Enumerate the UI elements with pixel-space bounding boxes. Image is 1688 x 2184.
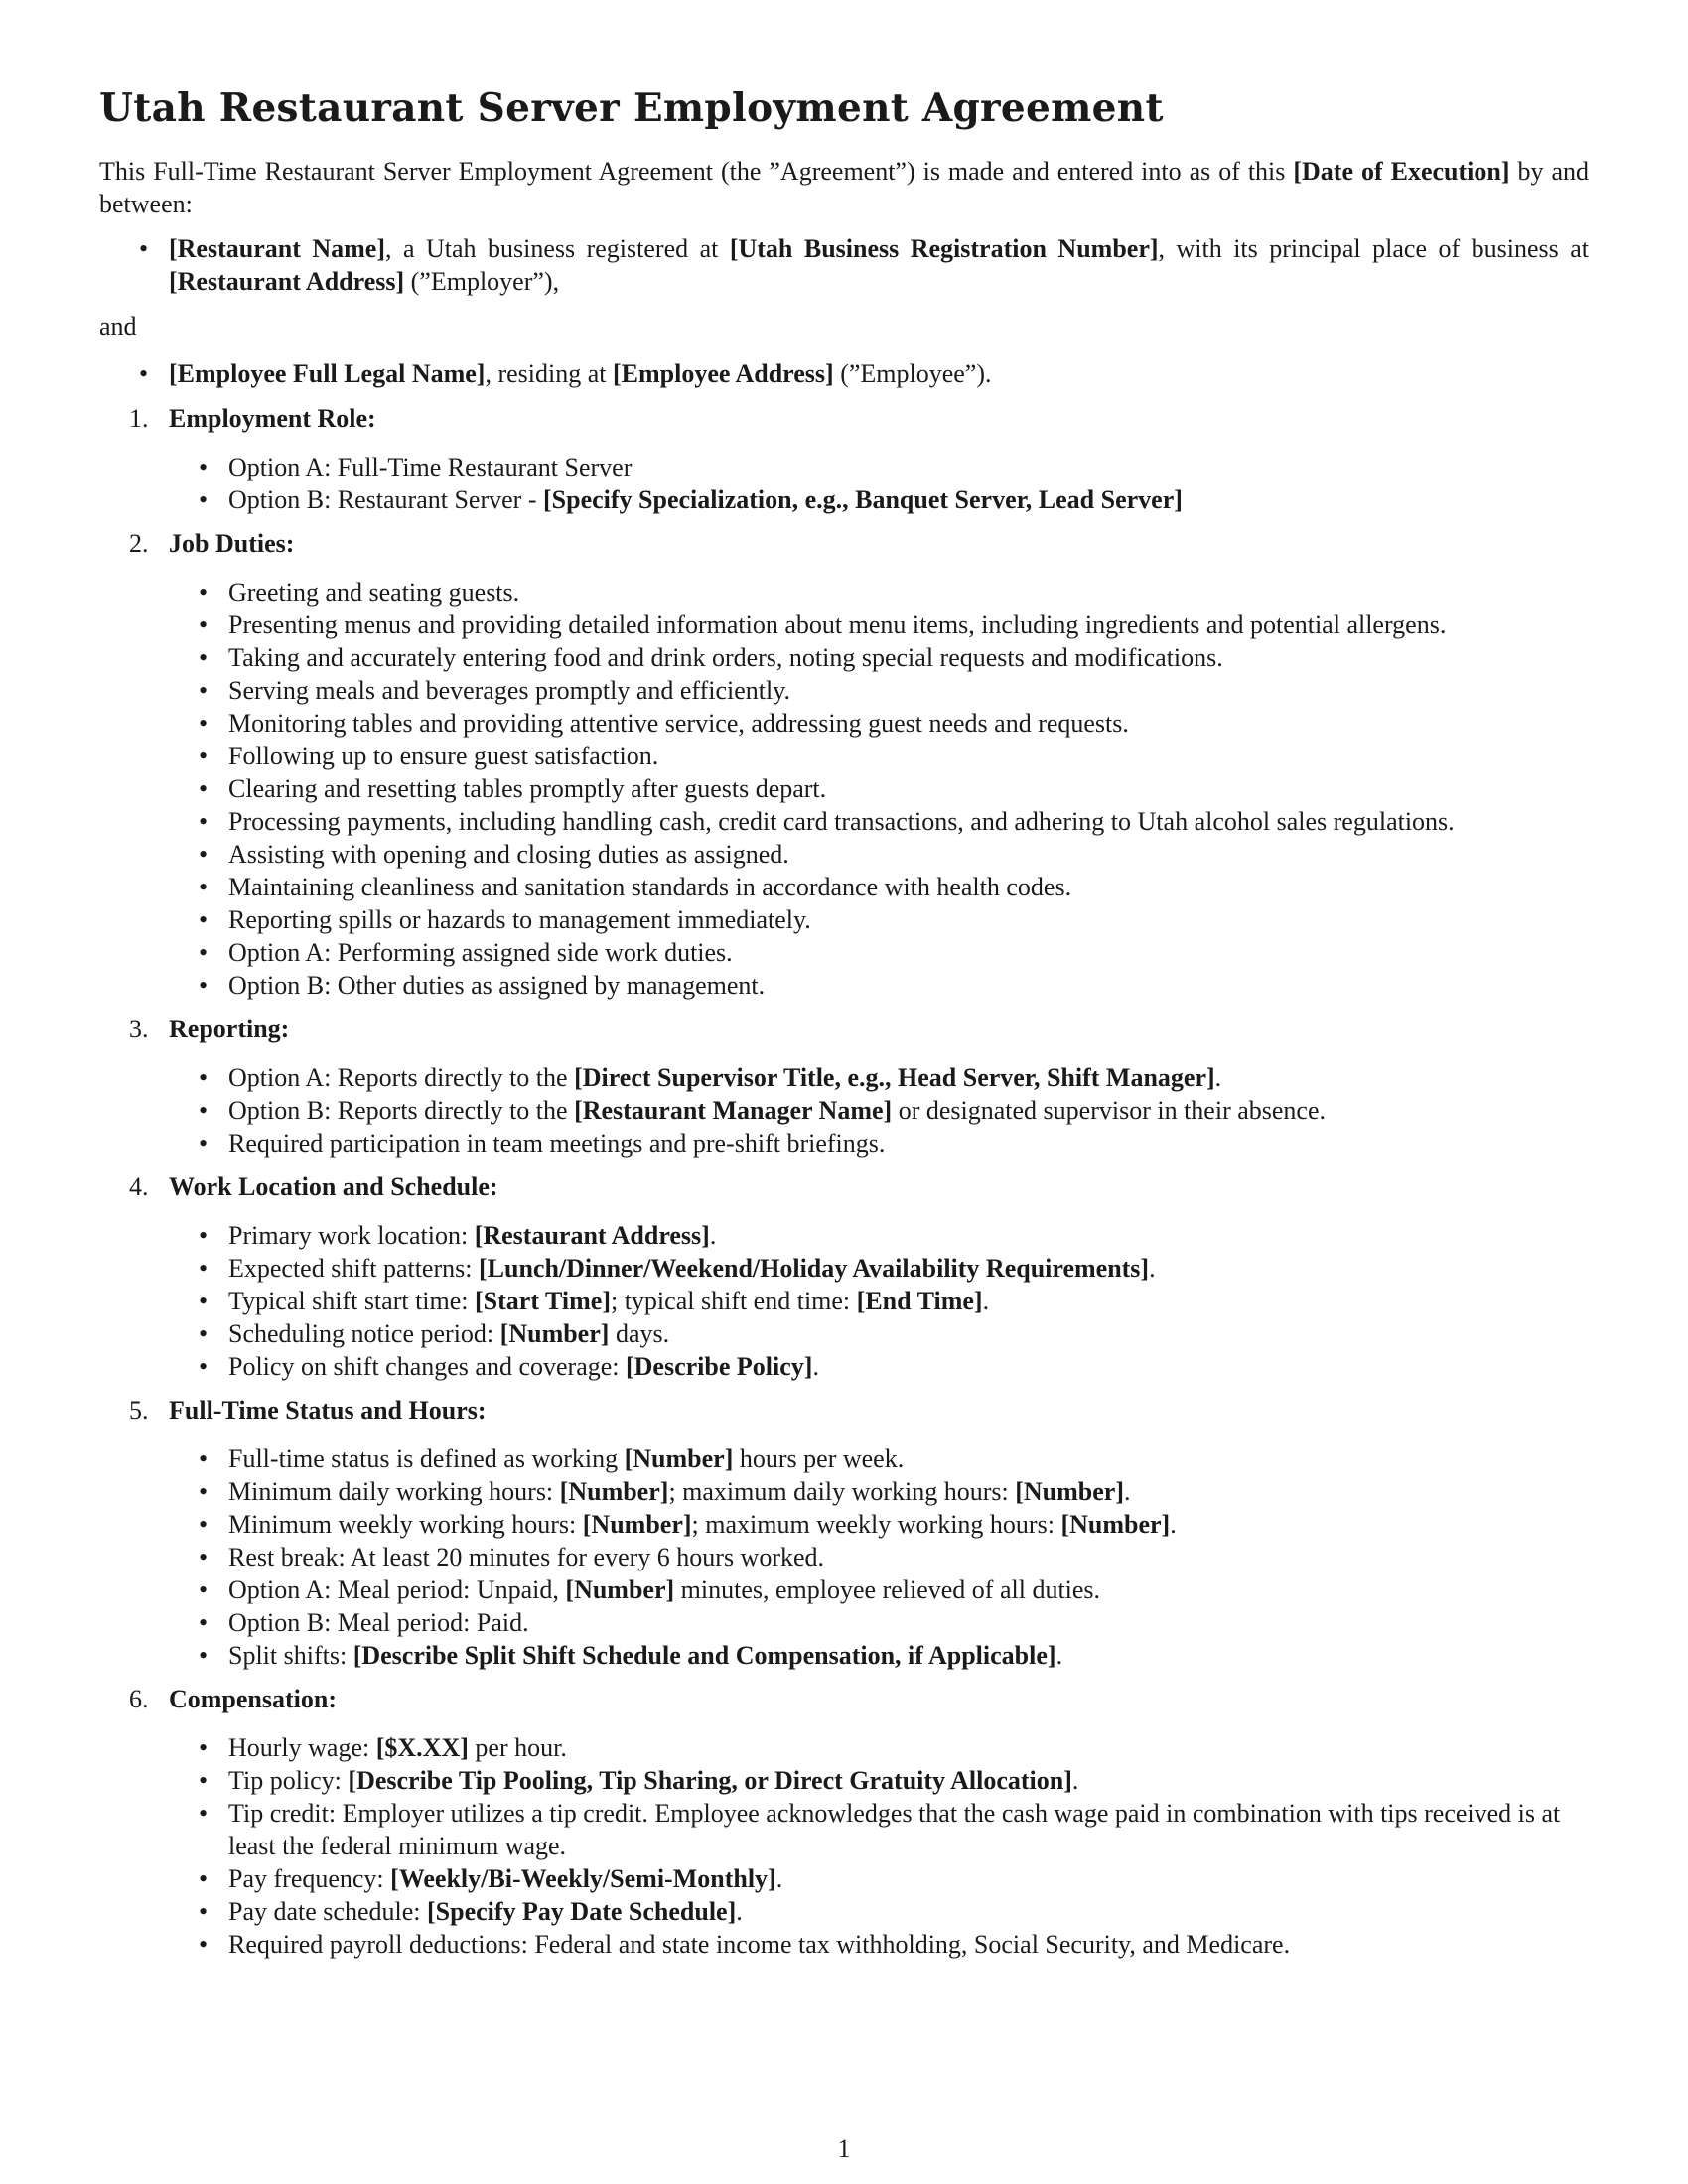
bullet-text: Serving meals and beverages promptly and efficiently. — [228, 676, 791, 705]
bullet-item — [228, 1285, 1589, 1317]
bullet-text: Typical shift start time: — [228, 1287, 476, 1315]
section-bullet-list — [169, 1061, 1589, 1160]
party-employer-text-1: , a Utah business registered at — [384, 234, 730, 263]
bullet-item — [228, 1928, 1589, 1961]
party-employer — [169, 232, 1589, 298]
bullet-item — [228, 871, 1589, 903]
bullet-text: Primary work location: — [228, 1221, 475, 1250]
bullet-text: Taking and accurately entering food and drink orders, noting special requests and modifications. — [228, 643, 1223, 672]
section-number: 6. — [129, 1685, 149, 1713]
placeholder-field: [Start Time] — [475, 1287, 611, 1315]
bullet-text: Pay frequency: — [228, 1864, 391, 1893]
sections-list — [99, 402, 1589, 1961]
party-list-employee — [99, 357, 1589, 390]
party-list-employer — [99, 232, 1589, 298]
bullet-text: ; maximum weekly working hours: — [691, 1510, 1061, 1539]
section-title: Work Location and Schedule: — [169, 1172, 498, 1201]
bullet-text: days. — [609, 1319, 670, 1348]
placeholder-field: [Lunch/Dinner/Weekend/Holiday Availability Requirements] — [478, 1254, 1150, 1283]
bullet-item — [228, 903, 1589, 936]
placeholder-field: [End Time] — [856, 1287, 983, 1315]
section-number: 3. — [129, 1015, 149, 1043]
bullet-text: . — [709, 1221, 717, 1250]
party-employee-text-1: , residing at — [485, 359, 613, 388]
section-3 — [99, 1013, 1589, 1160]
employee-address-placeholder: [Employee Address] — [612, 359, 834, 388]
party-employer-text-2: , with its principal place of business at — [1158, 234, 1589, 263]
bullet-item — [228, 609, 1589, 641]
bullet-text: Pay date schedule: — [228, 1897, 427, 1926]
bullet-text: Option A: Performing assigned side work duties. — [228, 938, 733, 967]
bullet-text: Maintaining cleanliness and sanitation standards in accordance with health codes. — [228, 873, 1072, 901]
page-number: 1 — [837, 2134, 851, 2163]
bullet-text: ; typical shift end time: — [610, 1287, 857, 1315]
bullet-text: Assisting with opening and closing duties as assigned. — [228, 840, 789, 869]
bullet-text: Rest break: At least 20 minutes for every 6 hours worked. — [228, 1543, 825, 1571]
placeholder-field: [Number] — [559, 1477, 669, 1506]
bullet-item — [228, 1475, 1589, 1508]
bullet-item — [228, 1731, 1589, 1764]
bullet-item — [228, 1350, 1589, 1383]
document-page — [99, 85, 1589, 1972]
bullet-text: Reporting spills or hazards to management immediately. — [228, 905, 811, 934]
placeholder-field: [Weekly/Bi-Weekly/Semi-Monthly] — [390, 1864, 776, 1893]
party-employee — [169, 357, 1589, 390]
section-bullet-list — [169, 451, 1589, 516]
intro-paragraph — [99, 155, 1589, 220]
placeholder-field: [Number] — [1060, 1510, 1171, 1539]
bullet-text: Expected shift patterns: — [228, 1254, 479, 1283]
bullet-text: Greeting and seating guests. — [228, 578, 520, 607]
section-2 — [99, 527, 1589, 1002]
section-title: Employment Role: — [169, 404, 376, 433]
bullet-item — [228, 674, 1589, 707]
intro-text-end: by and between: — [99, 157, 1589, 218]
placeholder-field: [Number] — [582, 1510, 692, 1539]
restaurant-address-placeholder: [Restaurant Address] — [169, 267, 405, 296]
bullet-text: hours per week. — [733, 1444, 905, 1473]
section-bullet-list — [169, 1442, 1589, 1672]
bullet-text: Option B: Other duties as assigned by management. — [228, 971, 766, 1000]
section-title: Full-Time Status and Hours: — [169, 1396, 487, 1425]
placeholder-field: [Direct Supervisor Title, e.g., Head Server, Shift Manager] — [574, 1063, 1215, 1092]
bullet-item — [228, 936, 1589, 969]
bullet-text: Full-time status is defined as working — [228, 1444, 625, 1473]
placeholder-field: [Describe Tip Pooling, Tip Sharing, or Direct Gratuity Allocation] — [348, 1766, 1072, 1795]
bullet-text: Following up to ensure guest satisfaction. — [228, 742, 659, 770]
bullet-text: . — [1149, 1254, 1156, 1283]
date-of-execution-placeholder: [Date of Execution] — [1293, 157, 1510, 186]
bullet-item — [228, 1639, 1589, 1672]
section-bullet-list — [169, 1731, 1589, 1961]
bullet-text: Option B: Reports directly to the — [228, 1096, 575, 1125]
bullet-text: Monitoring tables and providing attentive service, addressing guest needs and requests. — [228, 709, 1129, 738]
bullet-item — [228, 1862, 1589, 1895]
bullet-item — [228, 805, 1589, 838]
intro-text: This Full-Time Restaurant Server Employment Agreement (the ”Agreement”) is made and entered into as of this — [99, 157, 1294, 186]
bullet-text: Minimum weekly working hours: — [228, 1510, 583, 1539]
bullet-item — [228, 641, 1589, 674]
bullet-item — [228, 707, 1589, 740]
bullet-text: Required participation in team meetings and pre-shift briefings. — [228, 1129, 886, 1158]
bullet-item — [228, 1317, 1589, 1350]
bullet-text: . — [1214, 1063, 1222, 1092]
bullet-text: per hour. — [468, 1733, 567, 1762]
party-employee-text-2: (”Employee”). — [833, 359, 992, 388]
bullet-item — [228, 1442, 1589, 1475]
bullet-text: Split shifts: — [228, 1641, 353, 1670]
section-bullet-list — [169, 576, 1589, 1002]
section-number: 4. — [129, 1172, 149, 1201]
bullet-item — [228, 772, 1589, 805]
bullet-item — [228, 1094, 1589, 1127]
bullet-text: Clearing and resetting tables promptly after guests depart. — [228, 774, 827, 803]
bullet-text: . — [982, 1287, 990, 1315]
placeholder-field: [Number] — [1015, 1477, 1125, 1506]
bullet-text: or designated supervisor in their absence. — [892, 1096, 1327, 1125]
bullet-text: Presenting menus and providing detailed information about menu items, including ingredients and potential allergens. — [228, 611, 1447, 639]
placeholder-field: [Number] — [565, 1575, 675, 1604]
bullet-text: Tip policy: — [228, 1766, 349, 1795]
bullet-text: Option A: Full-Time Restaurant Server — [228, 453, 633, 481]
placeholder-field: [Number] — [499, 1319, 610, 1348]
section-bullet-list — [169, 1219, 1589, 1383]
bullet-text: Processing payments, including handling cash, credit card transactions, and adhering to Utah alcohol sales regulations. — [228, 807, 1455, 836]
bullet-item — [228, 838, 1589, 871]
bullet-item — [228, 451, 1589, 483]
registration-number-placeholder: [Utah Business Registration Number] — [729, 234, 1159, 263]
bullet-item — [228, 1127, 1589, 1160]
bullet-item — [228, 1061, 1589, 1094]
placeholder-field: [Specify Pay Date Schedule] — [427, 1897, 737, 1926]
placeholder-field: [Describe Policy] — [626, 1352, 813, 1381]
bullet-text: Option A: Meal period: Unpaid, — [228, 1575, 566, 1604]
bullet-text: . — [1055, 1641, 1063, 1670]
bullet-text: . — [736, 1897, 743, 1926]
section-number: 1. — [129, 404, 149, 433]
bullet-item — [228, 1573, 1589, 1606]
section-title: Job Duties: — [169, 529, 295, 558]
bullet-item — [228, 1252, 1589, 1285]
placeholder-field: [Describe Split Shift Schedule and Compensation, if Applicable] — [352, 1641, 1056, 1670]
placeholder-field: [Specify Specialization, e.g., Banquet Server, Lead Server] — [543, 485, 1183, 514]
bullet-text: Scheduling notice period: — [228, 1319, 500, 1348]
bullet-text: Option A: Reports directly to the — [228, 1063, 575, 1092]
bullet-text: Option B: Meal period: Paid. — [228, 1608, 529, 1637]
bullet-item — [228, 1541, 1589, 1573]
bullet-item — [228, 576, 1589, 609]
bullet-item — [228, 483, 1589, 516]
party-employer-text-3: (”Employer”), — [404, 267, 560, 296]
employee-name-placeholder: [Employee Full Legal Name] — [169, 359, 486, 388]
section-number: 2. — [129, 529, 149, 558]
placeholder-field: [Restaurant Manager Name] — [574, 1096, 893, 1125]
placeholder-field: [Number] — [624, 1444, 734, 1473]
bullet-text: Option B: Restaurant Server - — [228, 485, 543, 514]
section-6 — [99, 1683, 1589, 1961]
section-5 — [99, 1394, 1589, 1672]
and-connector: and — [99, 312, 137, 341]
bullet-item — [228, 1606, 1589, 1639]
bullet-text: . — [1124, 1477, 1131, 1506]
section-number: 5. — [129, 1396, 149, 1425]
bullet-text: Minimum daily working hours: — [228, 1477, 560, 1506]
bullet-item — [228, 1895, 1589, 1928]
section-title: Reporting: — [169, 1015, 290, 1043]
bullet-text: Required payroll deductions: Federal and state income tax withholding, Social Security, and Medicare. — [228, 1930, 1291, 1959]
placeholder-field: [$X.XX] — [375, 1733, 469, 1762]
bullet-text: . — [775, 1864, 783, 1893]
bullet-text: minutes, employee relieved of all duties. — [674, 1575, 1101, 1604]
bullet-text: ; maximum daily working hours: — [668, 1477, 1016, 1506]
bullet-item — [228, 1508, 1589, 1541]
bullet-text: Hourly wage: — [228, 1733, 376, 1762]
bullet-text: Policy on shift changes and coverage: — [228, 1352, 626, 1381]
section-1 — [99, 402, 1589, 516]
document-title: Utah Restaurant Server Employment Agreement — [99, 85, 1164, 131]
bullet-text: . — [1170, 1510, 1177, 1539]
bullet-item — [228, 1764, 1589, 1797]
bullet-text: Tip credit: Employer utilizes a tip credit. Employee acknowledges that the cash wage paid in combination with tips received is at least the federal minimum wage. — [228, 1799, 1561, 1860]
bullet-item — [228, 1219, 1589, 1252]
restaurant-name-placeholder: [Restaurant Name] — [169, 234, 385, 263]
bullet-item — [228, 740, 1589, 772]
bullet-item — [228, 1797, 1589, 1862]
placeholder-field: [Restaurant Address] — [474, 1221, 710, 1250]
bullet-text: . — [1071, 1766, 1079, 1795]
bullet-text: . — [812, 1352, 819, 1381]
section-title: Compensation: — [169, 1685, 338, 1713]
bullet-item — [228, 969, 1589, 1002]
section-4 — [99, 1170, 1589, 1383]
